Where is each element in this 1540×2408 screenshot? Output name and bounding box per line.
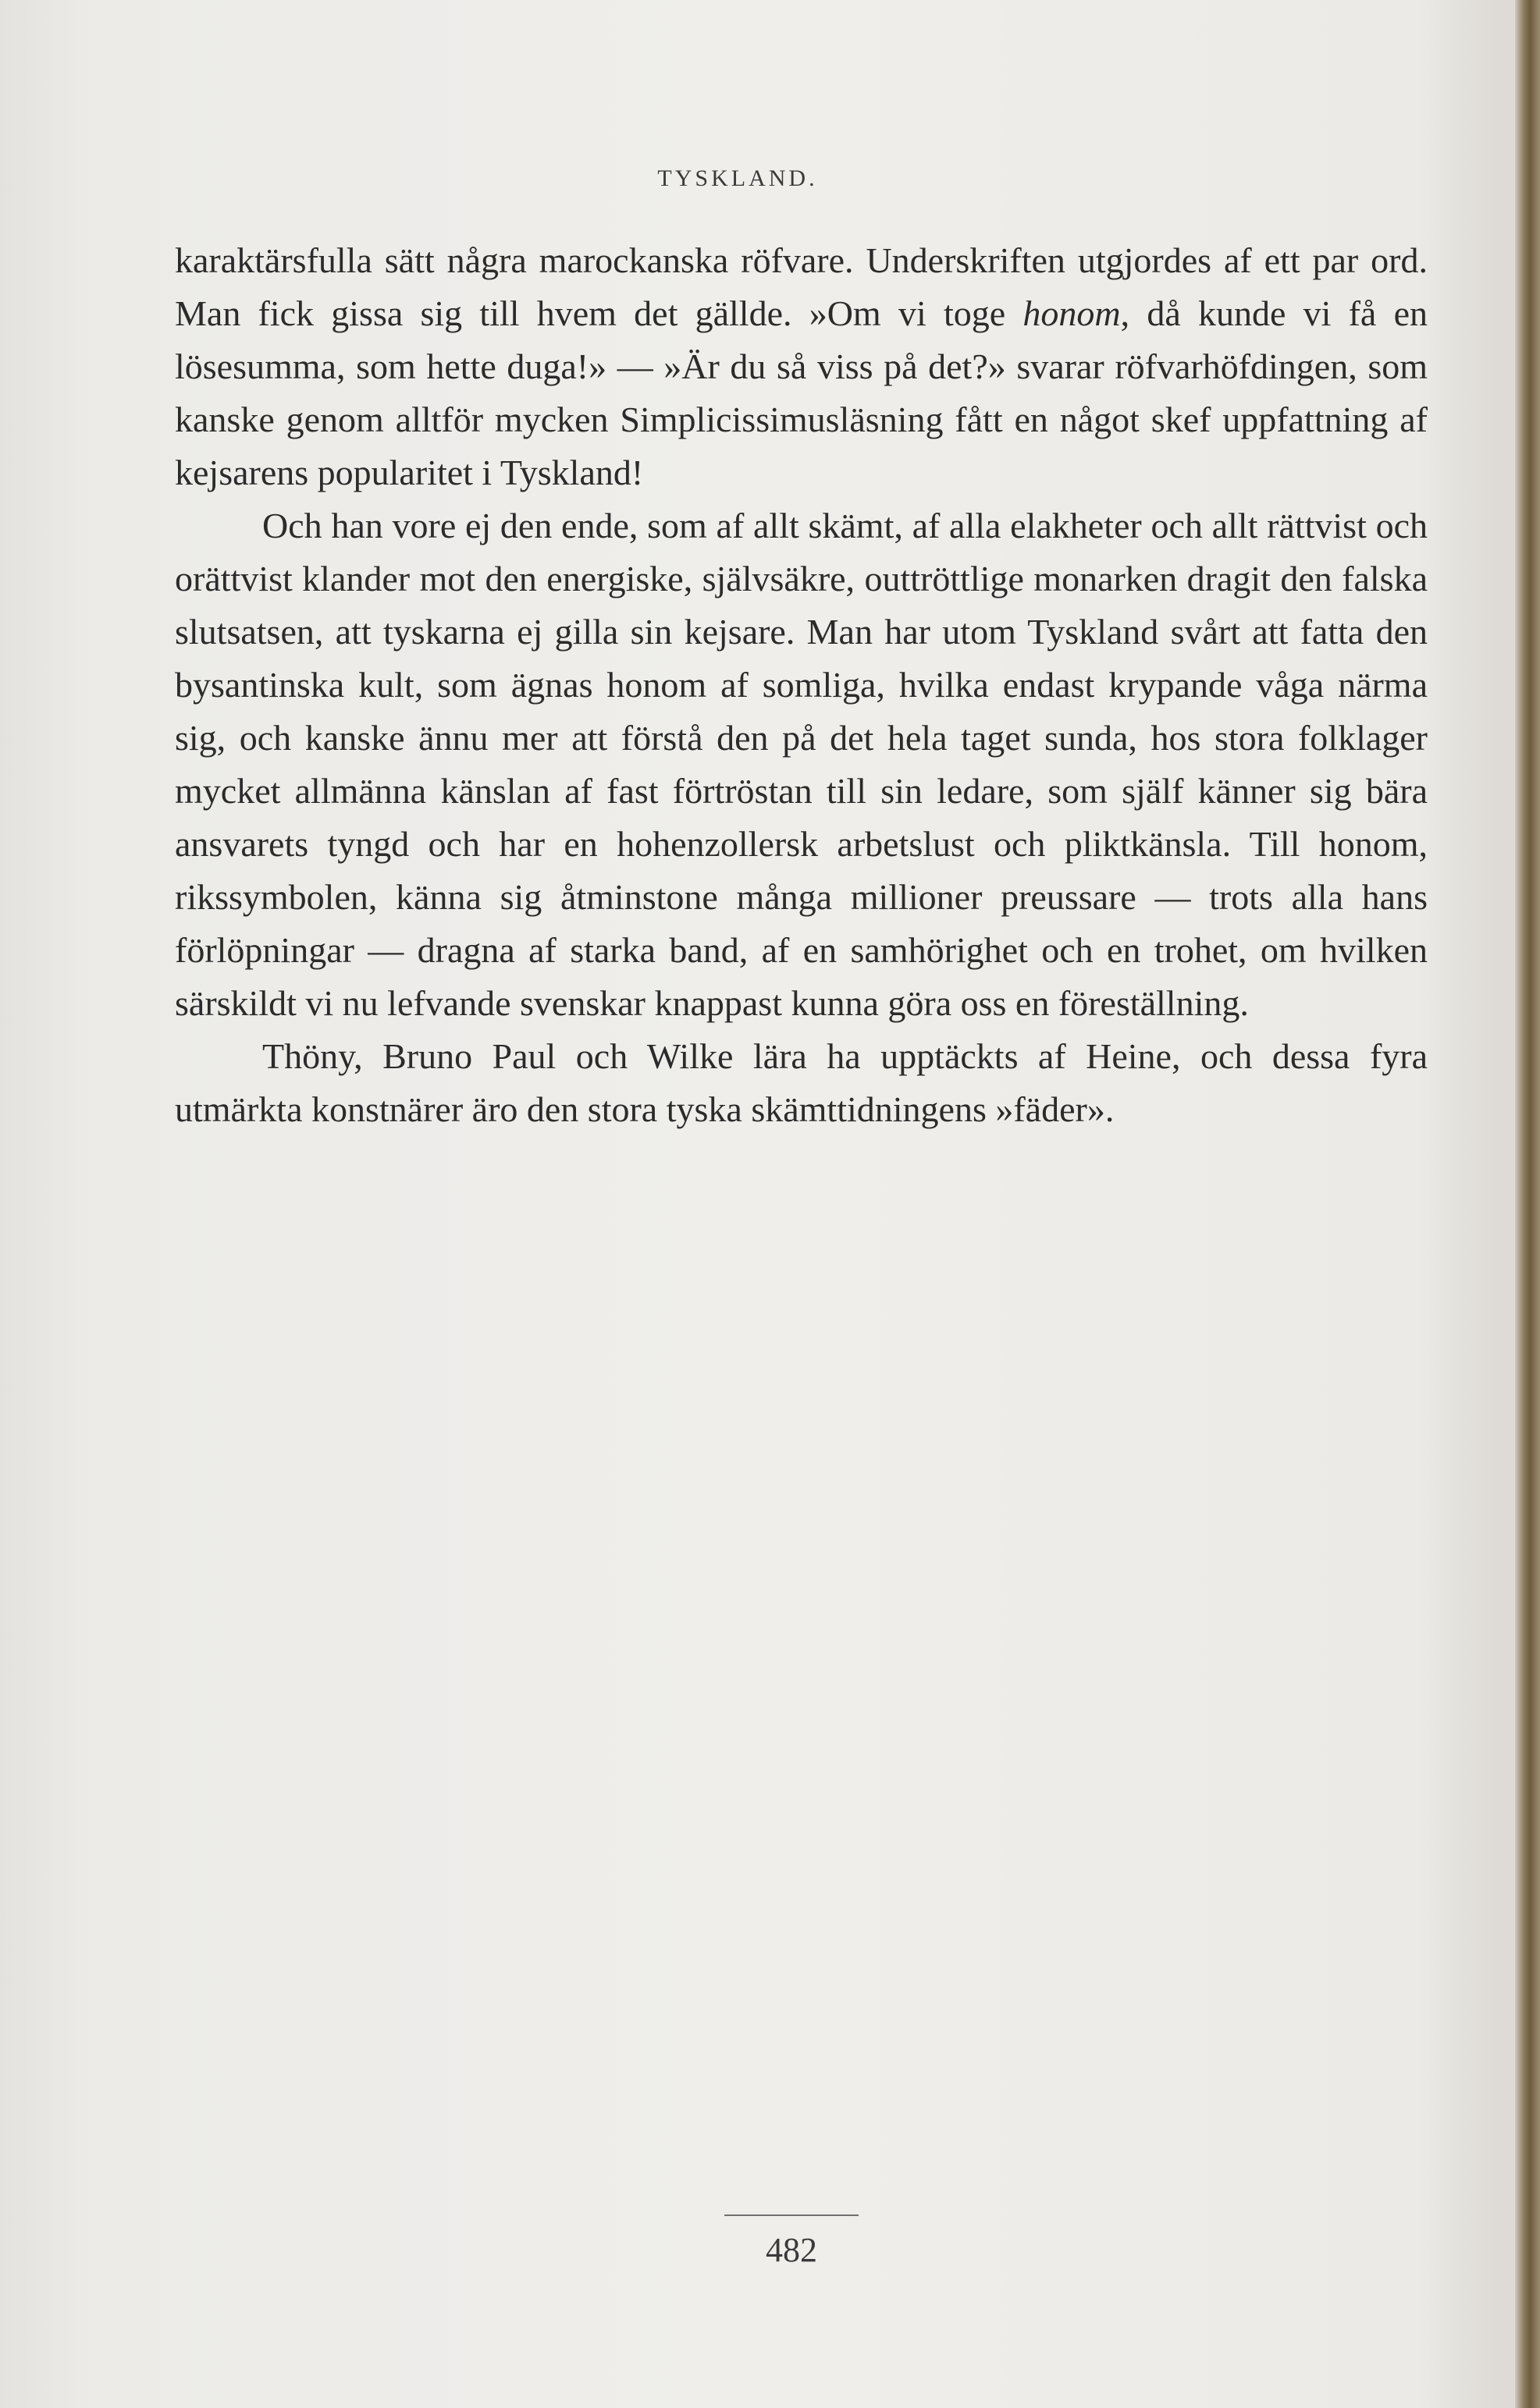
paragraph-1 <box>175 234 1428 499</box>
text-segment: Thöny, Bruno Paul och Wilke lära ha upptäckts af Heine, och dessa fyra utmärkta konstnärer äro den stora tyska skämttidningens »fäder». <box>175 1036 1428 1129</box>
footer-rule <box>724 2214 859 2216</box>
text-segment: karaktärsfulla sätt några marockanska röfvare. Underskriften utgjordes af ett par ord. Man fick gissa sig till hvem det gällde. »Om vi toge <box>175 240 1428 333</box>
italic-word: honom <box>1023 293 1121 333</box>
text-segment: , då kunde vi få en lösesumma, som hette duga!» — »Är du så viss på det?» svarar röfvarhöfdingen, som kanske genom alltför mycken Simplicissimusläsning fått en något skef uppfattning af kejsarens popularitet i Tyskland! <box>175 293 1428 492</box>
paragraph-2 <box>175 499 1428 1030</box>
running-head: TYSKLAND. <box>657 165 818 191</box>
page-number: 482 <box>766 2231 817 2269</box>
paragraph-3 <box>175 1030 1428 1136</box>
body-text <box>175 234 1428 1136</box>
page-edge-binding <box>1515 0 1540 2408</box>
text-segment: Och han vore ej den ende, som af allt skämt, af alla elakheter och allt rättvist och orättvist klander mot den energiske, självsäkre, outtröttlige monarken dragit den falska slutsatsen, att tyskarna ej gilla sin kejsare. Man har utom Tyskland svårt att fatta den bysantinska kult, som ägnas honom af somliga, hvilka endast krypande våga närma sig, och kanske ännu mer att förstå den på det hela taget sunda, hos stora folklager mycket allmänna känslan af fast förtröstan till sin ledare, som själf känner sig bära ansvarets tyngd och har en hohenzollersk arbetslust och pliktkänsla. Till honom, rikssymbolen, känna sig åtminstone många millioner preussare — trots alla hans förlöpningar — dragna af starka band, af en samhörighet och en trohet, om hvilken särskildt vi nu lefvande svenskar knappast kunna göra oss en föreställning. <box>175 506 1428 1023</box>
